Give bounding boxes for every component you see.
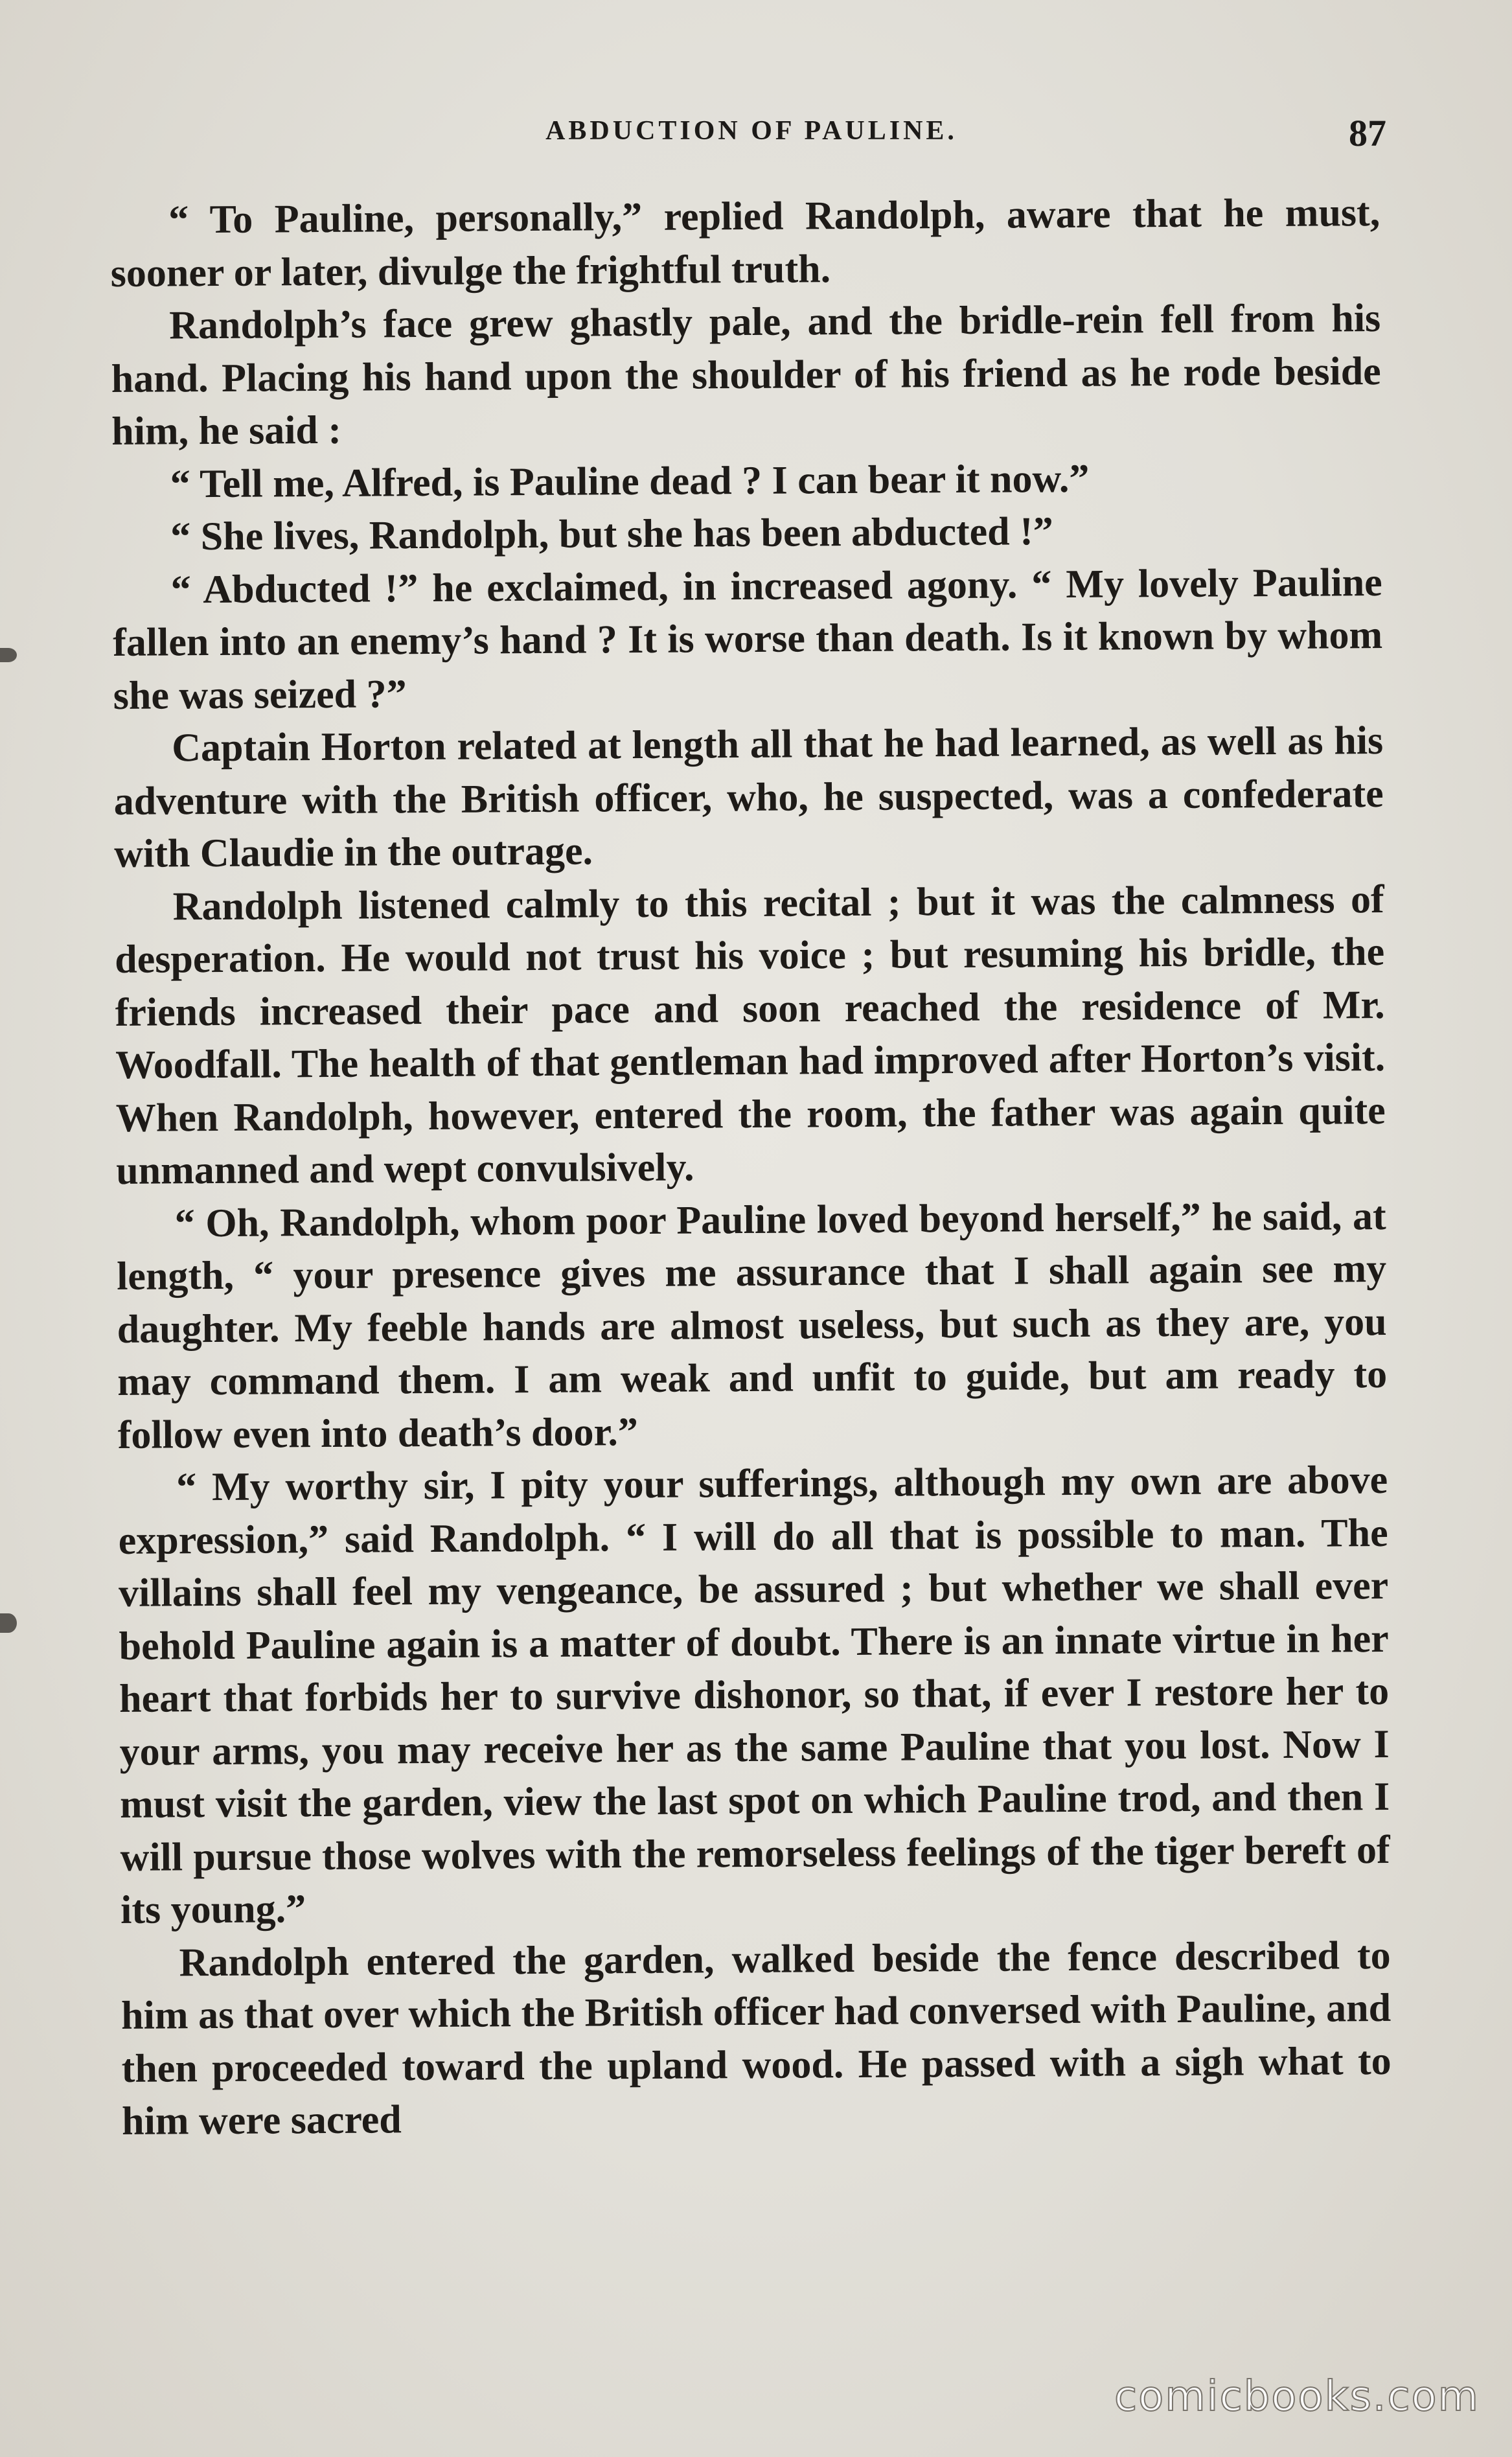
running-head xyxy=(117,112,1386,161)
paragraph: “ Tell me, Alfred, is Pauline dead ? I can bear it now.” xyxy=(170,456,1090,506)
paragraph: Captain Horton related at length all that he had learned, as well as his adventure with the British officer, who, he suspected, was a confederate with Claudie in the outrage. xyxy=(113,719,1384,876)
watermark: comicbooks.com xyxy=(1114,2373,1480,2421)
page-edge-mark xyxy=(0,1613,17,1633)
page-number: 87 xyxy=(1349,112,1386,154)
paragraph: “ She lives, Randolph, but she has been abducted !” xyxy=(170,509,1054,559)
running-title: ABDUCTION OF PAULINE. xyxy=(545,116,957,146)
paragraph: “ To Pauline, personally,” replied Randolph, aware that he must, sooner or later, divulge the frightful truth. xyxy=(110,190,1380,295)
paragraph: “ Abducted !” he exclaimed, in increased agony. “ My lovely Pauline fallen into an enemy’s hand ? It is worse than death. Is it known by whom she was seized ?” xyxy=(113,560,1383,718)
page-edge-mark xyxy=(0,648,17,662)
body-text xyxy=(110,187,1392,2148)
paragraph: Randolph entered the garden, walked beside the fence described to him as that over which the British officer had conversed with Pauline, and then proceeded toward the upland wood. He passed with a sigh what to him were sacred xyxy=(120,1933,1392,2143)
paragraph: Randolph listened calmly to this recital ; but it was the calmness of desperation. He would not trust his voice ; but resuming his bridle, the friends increased their pace and soon reached the residence of Mr. Woodfall. The health of that gentleman had improved after Horton’s visit. When Randolph, however, entered the room, the father was again quite unmanned and wept convulsively. xyxy=(115,877,1386,1193)
paragraph: Randolph’s face grew ghastly pale, and the bridle-rein fell from his hand. Placing his hand upon the shoulder of his friend as he rode beside him, he said : xyxy=(111,296,1381,454)
paragraph: “ Oh, Randolph, whom poor Pauline loved beyond herself,” he said, at length, “ your presence gives me assurance that I shall again see my daughter. My feeble hands are almost useless, but such as they are, you may command them. I am weak and unfit to guide, but am ready to follow even into death’s door.” xyxy=(116,1194,1388,1457)
paragraph: “ My worthy sir, I pity your sufferings, although my own are above expression,” said Randolph. “ I will do all that is possible to man. The villains shall feel my vengeance, be assured ; but whether we shall ever behold Pauline again is a matter of doubt. There is an innate virtue in her heart that forbids her to survive dishonor, so that, if ever I restore her to your arms, you may receive her as the same Pauline that you lost. Now I must visit the garden, view the last spot on which Pauline trod, and then I will pursue those wolves with the remorseless feelings of the tiger bereft of its young.” xyxy=(118,1457,1390,1932)
